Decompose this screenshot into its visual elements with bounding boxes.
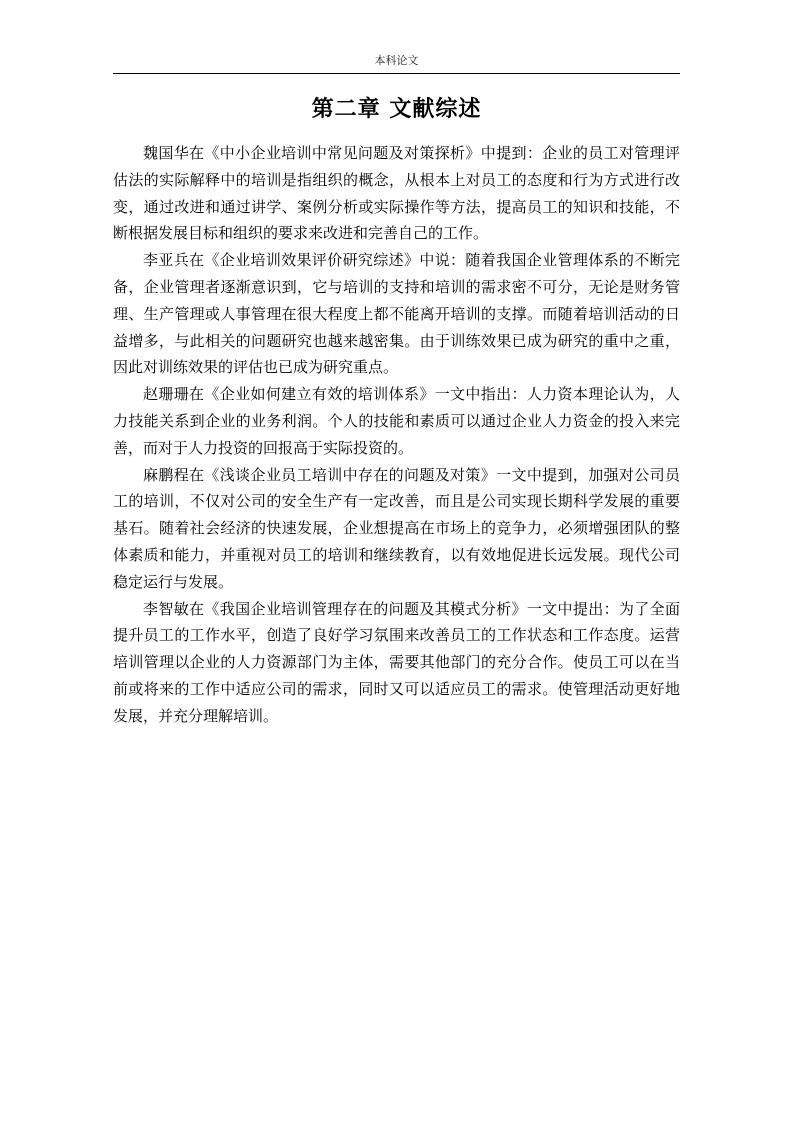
header-rule <box>113 73 680 74</box>
paragraph-zhaoshanshan: 赵珊珊在《企业如何建立有效的培训体系》一文中指出：人力资本理论认为，人力技能关系到企业的业务利润。个人的技能和素质可以通过企业人力资金的投入来完善，而对于人力投资的回报高于实际投资的。 <box>113 385 680 457</box>
paragraph-mapengcheng: 麻鹏程在《浅谈企业员工培训中存在的问题及对策》一文中提到，加强对公司员工的培训，不仅对公司的安全生产有一定改善，而且是公司实现长期科学发展的重要基石。随着社会经济的快速发展，企业想提高在市场上的竞争力，必须增强团队的整体素质和能力，并重视对员工的培训和继续教育，以有效地促进长远发展。现代公司稳定运行与发展。 <box>113 465 680 591</box>
paragraph-weiguohua: 魏国华在《中小企业培训中常见问题及对策探析》中提到：企业的员工对管理评估法的实际解释中的培训是指组织的概念，从根本上对员工的态度和行为方式进行改变，通过改进和通过讲学、案例分析或实际操作等方法，提高员工的知识和技能，不断根据发展目标和组织的要求来改进和完善自己的工作。 <box>113 144 680 243</box>
paragraph-liyabing: 李亚兵在《企业培训效果评价研究综述》中说：随着我国企业管理体系的不断完备，企业管理者逐渐意识到，它与培训的支持和培训的需求密不可分，无论是财务管理、生产管理或人事管理在很大程度上都不能离开培训的支撑。而随着培训活动的日益增多，与此相关的问题研究也越来越密集。由于训练效果已成为研究的重中之重，因此对训练效果的评估也已成为研究重点。 <box>113 251 680 377</box>
chapter-title: 第二章 文献综述 <box>311 97 482 122</box>
body-text <box>113 140 680 730</box>
running-header: 本科论文 <box>374 54 419 67</box>
paragraph-lizhimin: 李智敏在《我国企业培训管理存在的问题及其模式分析》一文中提出：为了全面提升员工的工作水平，创造了良好学习氛围来改善员工的工作状态和工作态度。运营培训管理以企业的人力资源部门为主体，需要其他部门的充分合作。使员工可以在当前或将来的工作中适应公司的需求，同时又可以适应员工的需求。使管理活动更好地发展，并充分理解培训。 <box>113 599 680 725</box>
